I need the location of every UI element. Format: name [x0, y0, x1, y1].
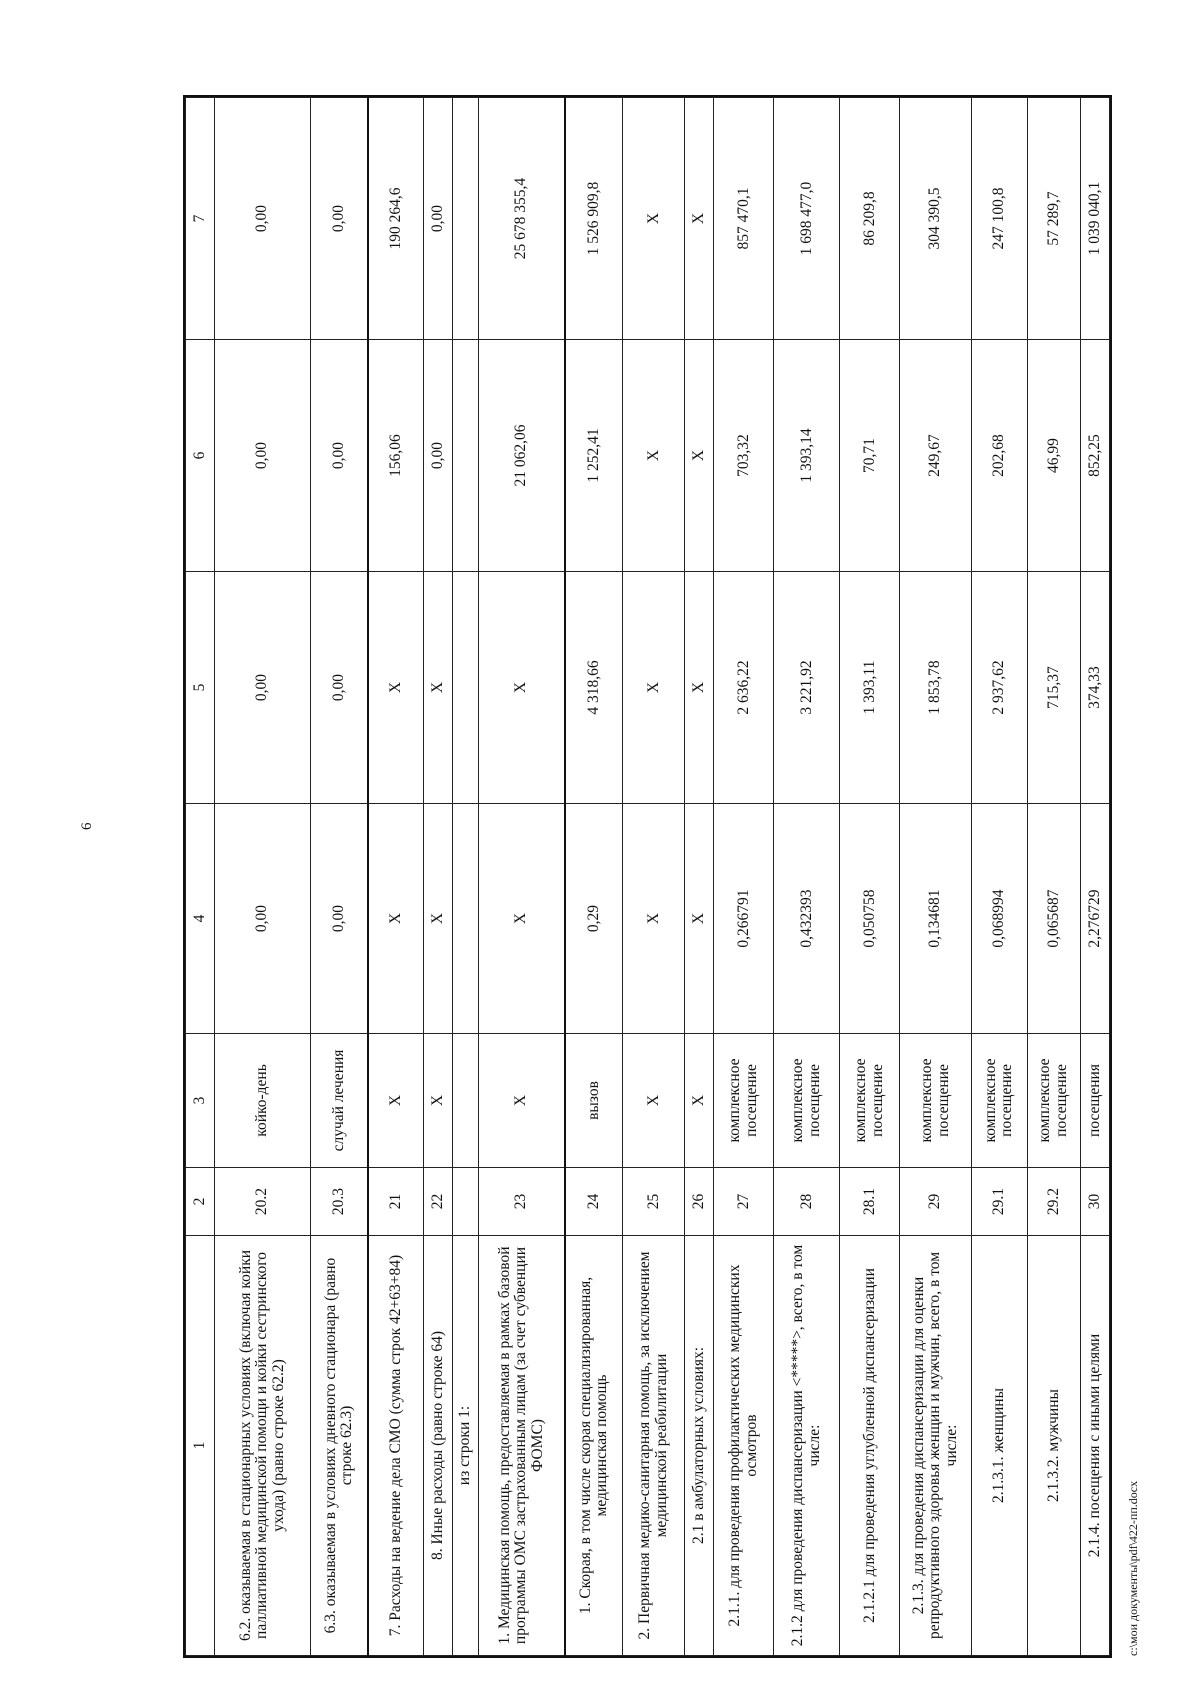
table-cell: комплексное посещение [774, 1034, 840, 1168]
table-cell: X [685, 1034, 714, 1168]
table-cell: комплексное посещение [1027, 1034, 1080, 1168]
table-cell: 21 [368, 1168, 424, 1236]
table-cell: 28 [774, 1168, 840, 1236]
table-cell: 0,065687 [1027, 804, 1080, 1034]
table-cell: 0,134681 [900, 804, 972, 1034]
row-label-cell: 1. Медицинская помощь, предоставляемая в рамках базовой программы ОМС застрахованным лицам (за счет субвенции ФОМС) [479, 1236, 566, 1656]
table-cell: X [623, 804, 685, 1034]
row-label-cell: 2.1.3.2. мужчины [1027, 1236, 1080, 1656]
table-cell: 0,00 [424, 98, 453, 340]
table-cell: комплексное посещение [840, 1034, 900, 1168]
table-row [479, 98, 566, 1656]
table-cell: 28.1 [840, 1168, 900, 1236]
table-row [1027, 98, 1080, 1656]
row-label-cell: 7. Расходы на ведение дела СМО (сумма строк 42+63+84) [368, 1236, 424, 1656]
table-row [214, 98, 310, 1656]
table-cell: 1 853,78 [900, 572, 972, 804]
table-cell: 30 [1081, 1168, 1110, 1236]
row-label-cell: 2.1.4. посещения с иными целями [1081, 1236, 1110, 1656]
table-cell: 0,00 [214, 98, 310, 340]
table-cell: 0,050758 [840, 804, 900, 1034]
table-cell: 0,00 [424, 340, 453, 572]
table-row [714, 98, 774, 1656]
table-cell: 29.1 [971, 1168, 1027, 1236]
row-label-cell: 2.1.2 для проведения диспансеризации <*****>, всего, в том числе: [774, 1236, 840, 1656]
row-label-cell: 2.1.1. для проведения профилактических медицинских осмотров [714, 1236, 774, 1656]
table-cell: X [424, 1034, 453, 1168]
table-cell [453, 98, 479, 340]
table-cell: 1 039 040,1 [1081, 98, 1110, 340]
table-cell: 3 221,92 [774, 572, 840, 804]
table-cell: X [368, 1034, 424, 1168]
table-cell: 23 [479, 1168, 566, 1236]
page-number: 6 [79, 822, 95, 830]
table-row [311, 98, 369, 1656]
table-cell: 202,68 [971, 340, 1027, 572]
table-cell: X [424, 572, 453, 804]
table-cell: 1 698 477,0 [774, 98, 840, 340]
footer-file-path: c:\мои документы\pdf\422-пп.docx [1126, 1480, 1140, 1656]
header-row [186, 98, 215, 1656]
table-cell: 2 937,62 [971, 572, 1027, 804]
row-label-cell: 2.1.3.1. женщины [971, 1236, 1027, 1656]
table-cell: 27 [714, 1168, 774, 1236]
table-cell: X [685, 804, 714, 1034]
row-label-cell: из строки 1: [453, 1236, 479, 1656]
table-cell: X [479, 804, 566, 1034]
table-cell: 0,00 [311, 572, 369, 804]
table-row [424, 98, 453, 1656]
table-cell: койко-день [214, 1034, 310, 1168]
table-cell: 1 252,41 [565, 340, 623, 572]
table-cell: X [368, 572, 424, 804]
table-cell: 0,00 [311, 340, 369, 572]
table-cell: X [623, 340, 685, 572]
table-cell [453, 1034, 479, 1168]
row-label-cell: 2. Первичная медико-санитарная помощь, за исключением медицинской реабилитации [623, 1236, 685, 1656]
table-cell: 22 [424, 1168, 453, 1236]
table-cell: 25 [623, 1168, 685, 1236]
table-cell: 57 289,7 [1027, 98, 1080, 340]
table-cell: 70,71 [840, 340, 900, 572]
table-cell: 29.2 [1027, 1168, 1080, 1236]
table-cell: X [479, 1034, 566, 1168]
table-cell: X [685, 572, 714, 804]
table-cell: 86 209,8 [840, 98, 900, 340]
table-cell: 0,29 [565, 804, 623, 1034]
table-cell: 0,00 [311, 98, 369, 340]
table-cell [453, 572, 479, 804]
table-cell: 25 678 355,4 [479, 98, 566, 340]
header-cell: 3 [186, 1034, 215, 1168]
table-cell: 20.3 [311, 1168, 369, 1236]
table-cell: 46,99 [1027, 340, 1080, 572]
row-label-cell: 2.1.3. для проведения диспансеризации для оценки репродуктивного здоровья женщин и мужчин, всего, в том числе: [900, 1236, 972, 1656]
table-cell: 0,068994 [971, 804, 1027, 1034]
table-cell: 0,266791 [714, 804, 774, 1034]
table-cell: 703,32 [714, 340, 774, 572]
row-label-cell: 6.2. оказываемая в стационарных условиях (включая койки паллиативной медицинской помощи и койки сестринского ухода) (равно строке 62.2) [214, 1236, 310, 1656]
header-cell: 4 [186, 804, 215, 1034]
table-cell: 0,00 [214, 340, 310, 572]
table-cell: 0,00 [214, 804, 310, 1034]
table-cell: X [368, 804, 424, 1034]
table-cell: 1 526 909,8 [565, 98, 623, 340]
table-cell [453, 804, 479, 1034]
table-cell: 247 100,8 [971, 98, 1027, 340]
table-cell: 1 393,11 [840, 572, 900, 804]
header-cell: 2 [186, 1168, 215, 1236]
header-cell: 7 [186, 98, 215, 340]
row-label-cell: 2.1.2.1 для проведения углубленной диспансеризации [840, 1236, 900, 1656]
table-cell: 29 [900, 1168, 972, 1236]
table-cell: 0,00 [311, 804, 369, 1034]
row-label-cell: 6.3. оказываемая в условиях дневного стационара (равно строке 62.3) [311, 1236, 369, 1656]
row-label-cell: 8. Иные расходы (равно строке 64) [424, 1236, 453, 1656]
data-table [185, 97, 1110, 1656]
table-cell: X [685, 340, 714, 572]
table-cell: 21 062,06 [479, 340, 566, 572]
table-cell: 857 470,1 [714, 98, 774, 340]
table-row [685, 98, 714, 1656]
table-cell: 26 [685, 1168, 714, 1236]
table-cell: 304 390,5 [900, 98, 972, 340]
table-cell: 2,276729 [1081, 804, 1110, 1034]
table-cell: посещения [1081, 1034, 1110, 1168]
table-cell: 0,00 [214, 572, 310, 804]
table-cell [453, 1168, 479, 1236]
table-cell: вызов [565, 1034, 623, 1168]
row-label-cell: 2.1 в амбулаторных условиях: [685, 1236, 714, 1656]
table-row [453, 98, 479, 1656]
table-cell: 374,33 [1081, 572, 1110, 804]
table-row [368, 98, 424, 1656]
table-cell: комплексное посещение [900, 1034, 972, 1168]
table-cell: случай лечения [311, 1034, 369, 1168]
table-container [185, 98, 1110, 1656]
table-cell: 0,432393 [774, 804, 840, 1034]
table-cell: X [685, 98, 714, 340]
table-cell: 4 318,66 [565, 572, 623, 804]
table-row [623, 98, 685, 1656]
table-cell: 190 264,6 [368, 98, 424, 340]
table-cell: 715,37 [1027, 572, 1080, 804]
header-cell: 1 [186, 1236, 215, 1656]
table-cell: 249,67 [900, 340, 972, 572]
table-cell: комплексное посещение [714, 1034, 774, 1168]
table-cell: X [623, 98, 685, 340]
table-cell: X [424, 804, 453, 1034]
table-cell: 156,06 [368, 340, 424, 572]
table-cell: X [623, 1034, 685, 1168]
table-row [840, 98, 900, 1656]
row-label-cell: 1. Скорая, в том числе скорая специализированная, медицинская помощь [565, 1236, 623, 1656]
table-cell: 20.2 [214, 1168, 310, 1236]
table-row [565, 98, 623, 1656]
table-cell: комплексное посещение [971, 1034, 1027, 1168]
header-cell: 5 [186, 572, 215, 804]
table-cell: X [479, 572, 566, 804]
table-cell: 24 [565, 1168, 623, 1236]
header-cell: 6 [186, 340, 215, 572]
table-row [900, 98, 972, 1656]
table-cell [453, 340, 479, 572]
table-row [1081, 98, 1110, 1656]
table-cell: 852,25 [1081, 340, 1110, 572]
table-row [774, 98, 840, 1656]
table-cell: X [623, 572, 685, 804]
table-cell: 1 393,14 [774, 340, 840, 572]
table-cell: 2 636,22 [714, 572, 774, 804]
table-row [971, 98, 1027, 1656]
